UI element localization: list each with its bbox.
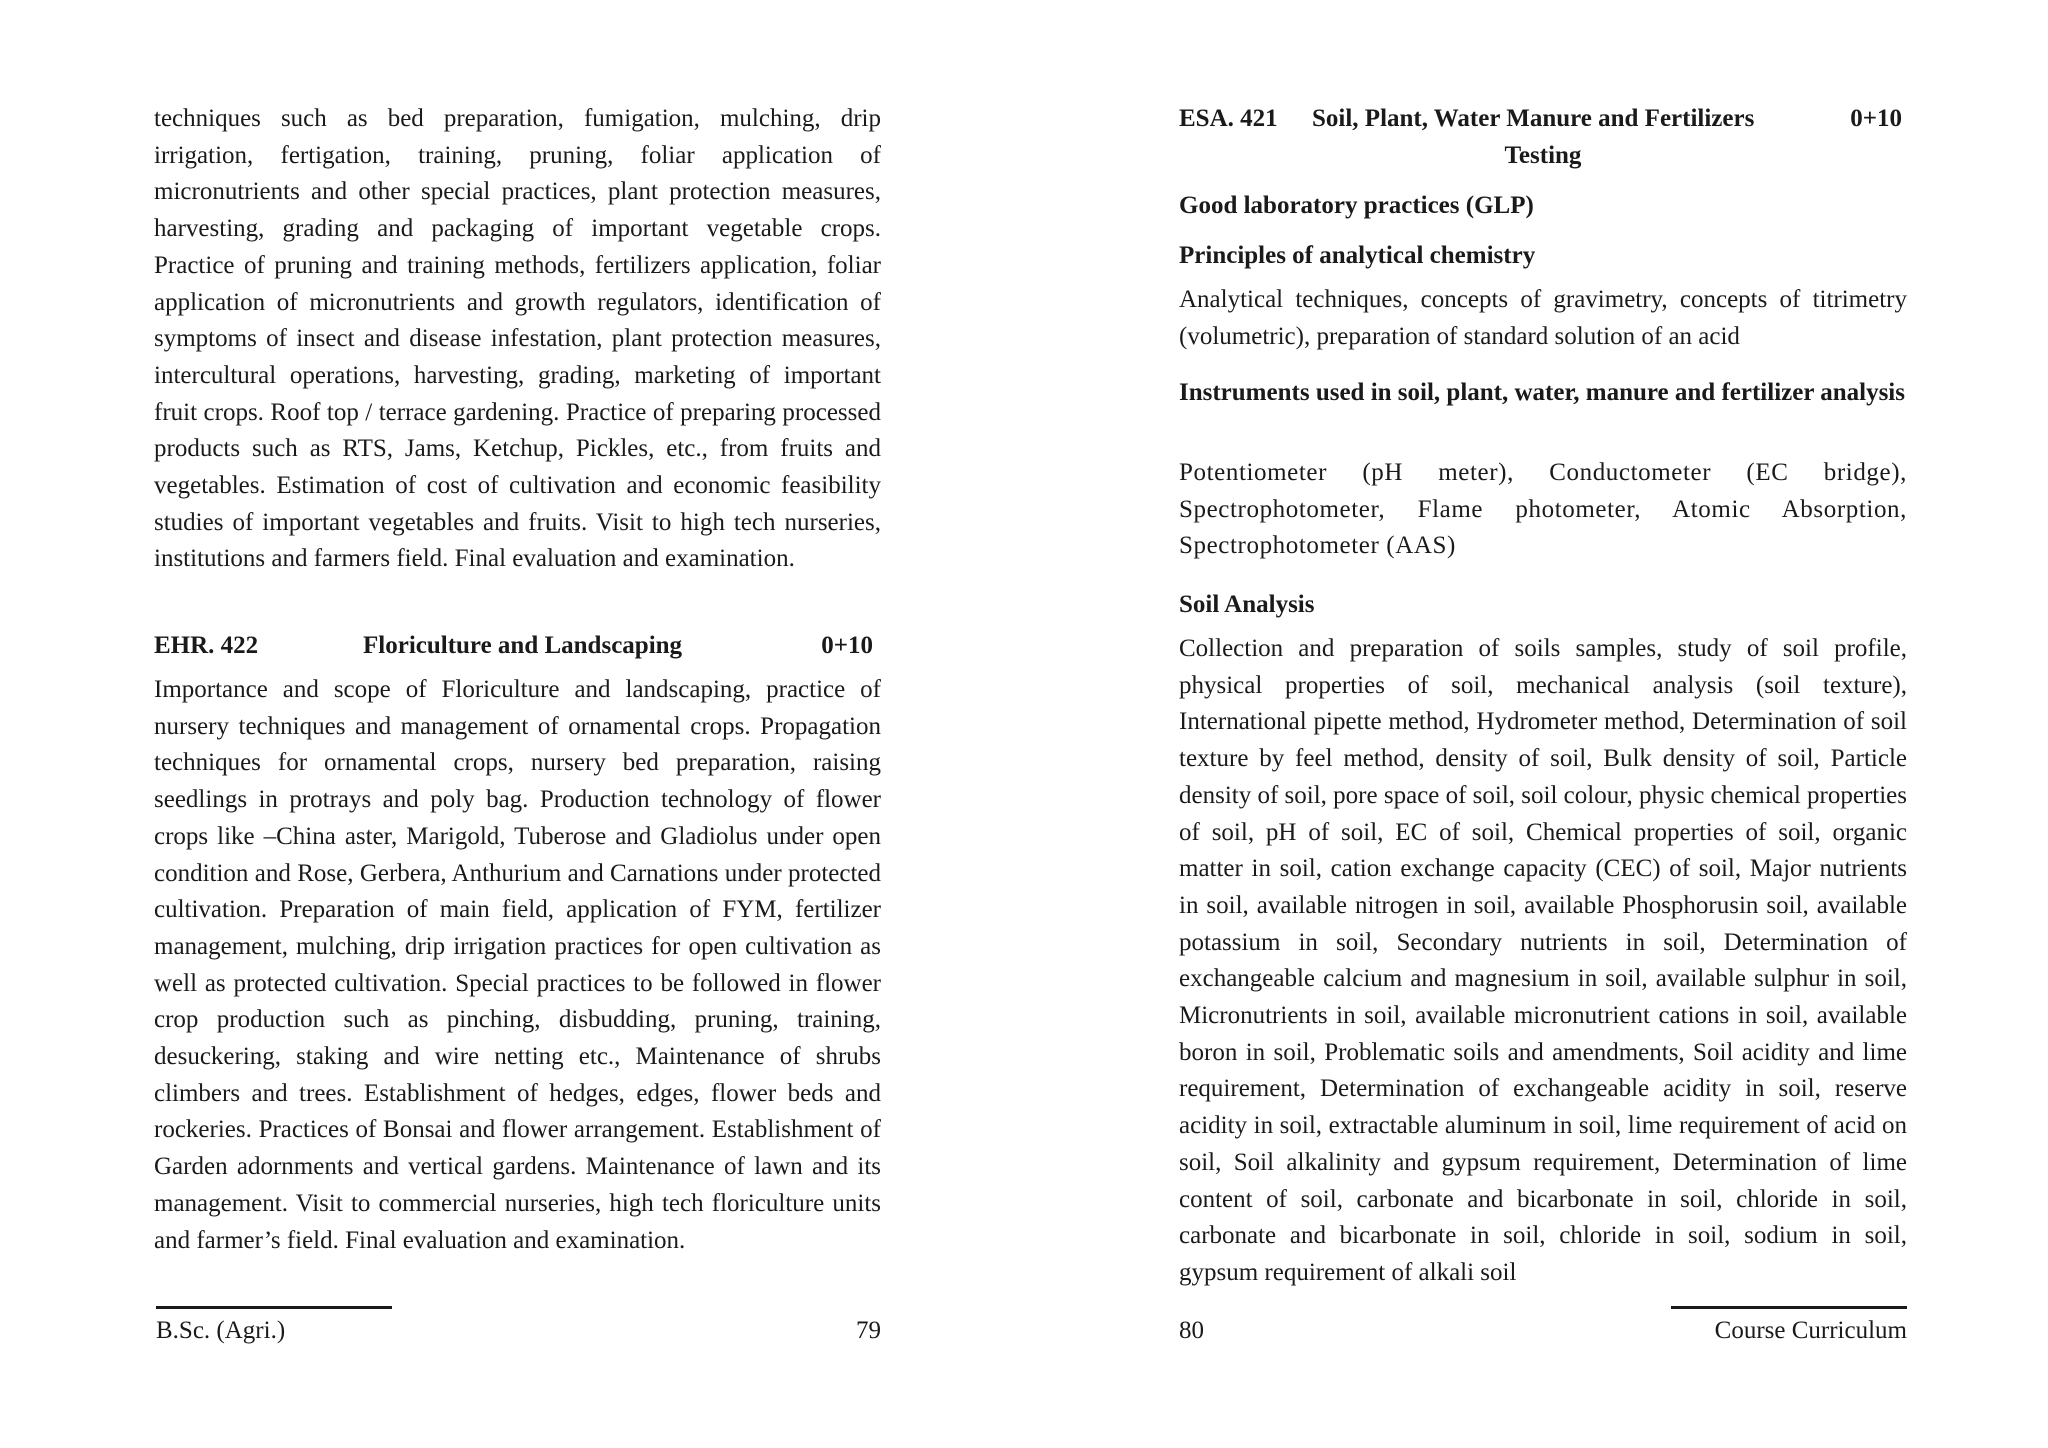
section-body-instruments: Potentiometer (pH meter), Conductometer (EC bridge), Spectrophotometer, Flame photometer, Atomic Absorption, Spectrophotometer (AAS): [1179, 459, 1907, 560]
section-body-analytical-chemistry: Analytical techniques, concepts of gravimetry, concepts of titrimetry (volumetric), preparation of standard solution of an acid: [1179, 286, 1907, 350]
course-credits: 0+10: [821, 632, 873, 659]
course-credits: 0+10: [1850, 105, 1902, 132]
page-number: 80: [1179, 1317, 1204, 1344]
page-number: 79: [856, 1317, 881, 1344]
section-heading-analytical-chemistry: Principles of analytical chemistry: [1179, 242, 1536, 269]
section-heading-instruments: Instruments used in soil, plant, water, manure and fertilizer analysis: [1179, 379, 1905, 406]
footer-book-title: B.Sc. (Agri.): [156, 1317, 286, 1344]
footer-rule: [156, 1306, 392, 1309]
course-title: Soil, Plant, Water Manure and Fertilizers: [1312, 105, 1755, 132]
course-code: EHR. 422: [154, 632, 259, 659]
right-page: [1179, 0, 1907, 1448]
footer-rule: [1671, 1306, 1907, 1309]
course-heading-ehr422: [154, 628, 881, 664]
section-heading-soil-analysis: Soil Analysis: [1179, 591, 1315, 618]
left-page: [154, 0, 881, 1448]
footer-book-title: Course Curriculum: [1714, 1317, 1907, 1344]
intro-paragraph: techniques such as bed preparation, fumigation, mulching, drip irrigation, fertigation, training, pruning, foliar application of micronutrients and other special practices, plant protection measures, harvesting, grading and packaging of important vegetable crops. Practice of pruning and training methods, fertilizers application, foliar application of micronutrients and growth regulators, identification of symptoms of insect and disease infestation, plant protection measures, intercultural operations, harvesting, grading, marketing of important fruit crops. Roof top / terrace gardening. Practice of preparing processed products such as RTS, Jams, Ketchup, Pickles, etc., from fruits and vegetables. Estimation of cost of cultivation and economic feasibility studies of important vegetables and fruits. Visit to high tech nurseries, institutions and farmers field. Final evaluation and examination.: [154, 105, 881, 573]
course-title: Floriculture and Landscaping: [363, 632, 683, 659]
section-body-soil-analysis: Collection and preparation of soils samples, study of soil profile, physical properties of soil, mechanical analysis (soil texture), International pipette method, Hydrometer method, Determination of soil texture by feel method, density of soil, Bulk density of soil, Particle density of soil, pore space of soil, soil colour, physic chemical properties of soil, pH of soil, EC of soil, Chemical properties of soil, organic matter in soil, cation exchange capacity (CEC) of soil, Major nutrients in soil, available nitrogen in soil, available Phosphorusin soil, available potassium in soil, Secondary nutrients in soil, Determination of exchangeable calcium and magnesium in soil, available sulphur in soil, Micronutrients in soil, available micronutrient cations in soil, available boron in soil, Problematic soils and amendments, Soil acidity and lime requirement, Determination of exchangeable acidity in soil, reserve acidity in soil, extractable aluminum in soil, lime requirement of acid on soil, Soil alkalinity and gypsum requirement, Determination of lime content of soil, carbonate and bicarbonate in soil, chloride in soil, carbonate and bicarbonate in soil, chloride in soil, sodium in soil, gypsum requirement of alkali soil: [1179, 635, 1907, 1286]
course-title-line2: Testing: [1504, 141, 1582, 169]
section-heading-glp: Good laboratory practices (GLP): [1179, 192, 1534, 219]
course-description: Importance and scope of Floriculture and landscaping, practice of nursery techniques and management of ornamental crops. Propagation techniques for ornamental crops, nursery bed preparation, raising seedlings in protrays and poly bag. Production technology of flower crops like –China aster, Marigold, Tuberose and Gladiolus under open condition and Rose, Gerbera, Anthurium and Carnations under protected cultivation. Preparation of main field, application of FYM, fertilizer management, mulching, drip irrigation practices for open cultivation as well as protected cultivation. Special practices to be followed in flower crop production such as pinching, disbudding, pruning, training, desuckering, staking and wire netting etc., Maintenance of shrubs climbers and trees. Establishment of hedges, edges, flower beds and rockeries. Practices of Bonsai and flower arrangement. Establishment of Garden adornments and vertical gardens. Maintenance of lawn and its management. Visit to commercial nurseries, high tech floriculture units and farmer’s field. Final evaluation and examination.: [154, 676, 881, 1254]
course-code: ESA. 421: [1179, 105, 1278, 132]
course-heading-esa421: [1179, 101, 1907, 174]
